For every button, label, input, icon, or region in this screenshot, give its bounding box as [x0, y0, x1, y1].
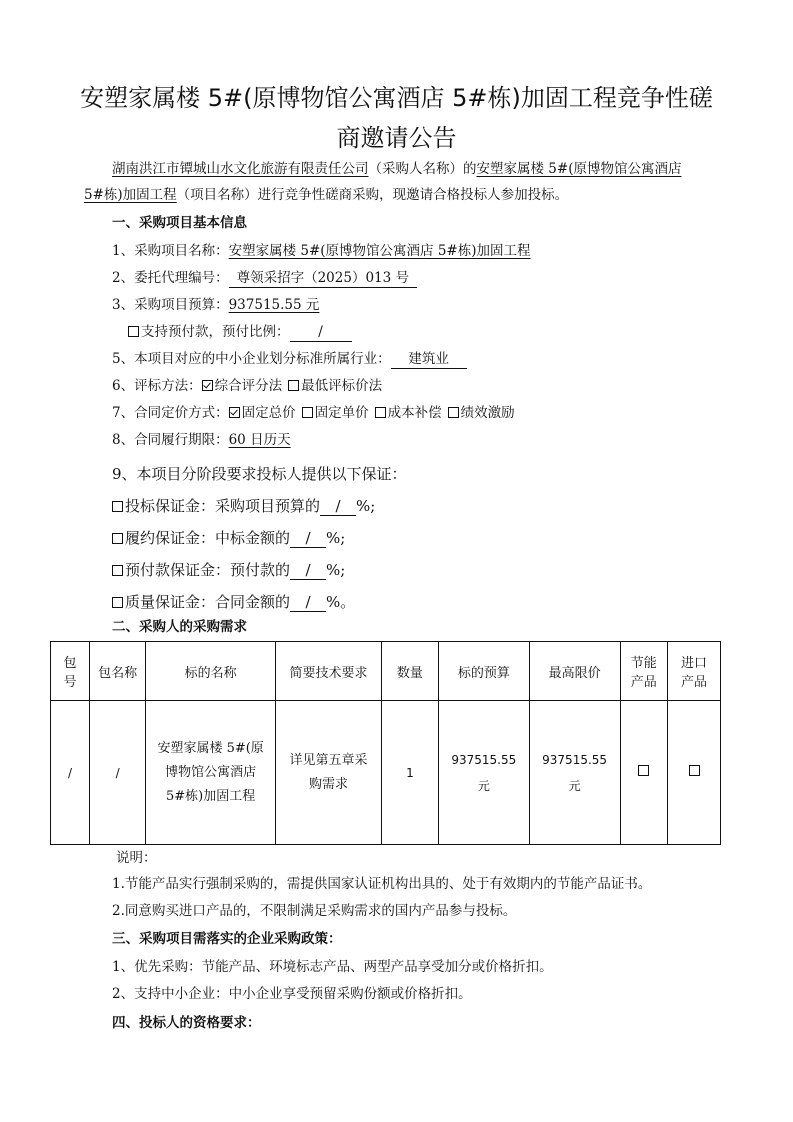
item3-line [112, 294, 319, 316]
cell-qty: 1 [381, 701, 438, 845]
header-max-price: 最高限价 [529, 642, 620, 701]
intro-line2 [84, 184, 568, 206]
item5-line [112, 348, 467, 370]
header-imported: 进口产品 [668, 642, 721, 701]
table-row [51, 701, 721, 845]
cell-tech: 详见第五章采购需求 [276, 701, 382, 845]
prepay-value: / [290, 323, 352, 342]
item3-value: 937515.55 元 [228, 297, 320, 313]
g4-label: 质量保证金：合同金额的 [125, 593, 291, 611]
g4-suffix: %。 [326, 593, 356, 611]
cell-budget: 937515.55元 [438, 701, 529, 845]
g3-suffix: %; [326, 561, 346, 579]
energy-saving-checkbox [638, 765, 649, 776]
g3-label: 预付款保证金：预付款的 [125, 561, 291, 579]
item3-label: 3、采购项目预算： [112, 297, 229, 313]
item9-line: 9、本项目分阶段要求投标人提供以下保证： [112, 465, 407, 483]
cell-pkg-no: / [51, 701, 90, 845]
item1-label: 1、采购项目名称： [112, 243, 229, 259]
checkbox-cost-compensation [375, 407, 386, 418]
cell-energy-saving [620, 701, 668, 845]
project-name-part1: 安塑家属楼 5#(原博物馆公寓酒店 [476, 161, 682, 177]
g1-suffix: %; [356, 497, 376, 515]
g2-suffix: %; [326, 529, 346, 547]
project-note: （项目名称）进行竞争性磋商采购，现邀请合格投标人参加投标。 [176, 187, 569, 203]
cell-item-name: 安塑家属楼 5#(原博物馆公寓酒店 5#栋)加固工程 [146, 701, 276, 845]
buyer-note: （采购人名称）的 [368, 161, 477, 177]
item7-label: 7、合同定价方式： [112, 405, 229, 421]
header-energy-saving: 节能产品 [620, 642, 668, 701]
item7-opt2: 固定单价 [314, 405, 369, 421]
guarantee-bid-line [112, 495, 375, 517]
item7-opt4: 绩效激励 [460, 405, 515, 421]
cell-pkg-name: / [90, 701, 146, 845]
checkbox-prepay-guarantee [112, 565, 123, 576]
notes-title: 说明： [116, 850, 157, 866]
g1-label: 投标保证金：采购项目预算的 [125, 497, 321, 515]
item2-value: 尊领采招字（2025）013 号 [229, 269, 417, 288]
imported-checkbox [689, 765, 700, 776]
header-tech: 简要技术要求 [276, 642, 382, 701]
header-budget: 标的预算 [438, 642, 529, 701]
item2-line [112, 267, 417, 289]
checkbox-bid-guarantee [112, 501, 123, 512]
intro-line1 [112, 158, 681, 180]
g4-value: / [290, 593, 326, 612]
item6-opt1: 综合评分法 [214, 378, 283, 394]
header-pkg-no: 包号 [51, 642, 90, 701]
document-title-line1: 安塑家属楼 5#(原博物馆公寓酒店 5#栋)加固工程竞争性磋 [80, 84, 713, 112]
requirements-table [50, 641, 721, 845]
guarantee-prepay-line [112, 559, 345, 581]
checkbox-fixed-total-checked [229, 407, 240, 418]
cell-max-price: 937515.55元 [529, 701, 620, 845]
note2: 2.同意购买进口产品的，不限制满足采购需求的国内产品参与投标。 [112, 903, 517, 919]
item6-opt2: 最低评标价法 [301, 378, 383, 394]
checkbox-fixed-unit [302, 407, 313, 418]
item8-label: 8、合同履行期限： [112, 432, 229, 448]
policy-item2: 2、支持中小企业：中小企业享受预留采购份额或价格折扣。 [112, 986, 472, 1002]
checkbox-lowest-price [288, 380, 299, 391]
guarantee-performance-line [112, 527, 345, 549]
item8-value: 60 日历天 [228, 432, 291, 448]
item5-value: 建筑业 [391, 350, 467, 369]
project-name-part2: 5#栋)加固工程 [84, 187, 177, 203]
checkbox-performance-guarantee [112, 533, 123, 544]
item1-value: 安塑家属楼 5#(原博物馆公寓酒店 5#栋)加固工程 [228, 243, 531, 259]
section4-heading: 四、投标人的资格要求： [112, 1015, 261, 1031]
table-header-row [51, 642, 721, 701]
g2-value: / [290, 529, 326, 548]
g3-value: / [290, 561, 326, 580]
policy-item1: 1、优先采购：节能产品、环境标志产品、两型产品享受加分或价格折扣。 [112, 959, 553, 975]
checkbox-quality-guarantee [112, 597, 123, 608]
document-title-line2: 商邀请公告 [336, 124, 457, 152]
buyer-name: 湖南洪江市镡城山水文化旅游有限责任公司 [112, 161, 369, 177]
note1: 1.节能产品实行强制采购的，需提供国家认证机构出具的、处于有效期内的节能产品证书。 [112, 876, 652, 892]
g1-value: / [320, 497, 356, 516]
section1-heading: 一、采购项目基本信息 [112, 215, 247, 231]
prepay-checkbox [128, 326, 139, 337]
checkbox-comprehensive-checked [202, 380, 213, 391]
prepay-line [128, 321, 352, 343]
section3-heading: 三、采购项目需落实的企业采购政策： [112, 931, 342, 947]
g2-label: 履约保证金：中标金额的 [125, 529, 291, 547]
cell-imported [668, 701, 721, 845]
header-item-name: 标的名称 [146, 642, 276, 701]
item6-label: 6、评标方法： [112, 378, 202, 394]
header-qty: 数量 [381, 642, 438, 701]
item1-line [112, 240, 531, 262]
item2-label: 2、委托代理编号： [112, 270, 229, 286]
header-pkg-name: 包名称 [90, 642, 146, 701]
item8-line [112, 429, 291, 451]
guarantee-quality-line [112, 591, 355, 613]
item7-opt1: 固定总价 [241, 405, 296, 421]
item6-line [112, 375, 382, 397]
section2-heading: 二、采购人的采购需求 [112, 619, 247, 635]
item7-opt3: 成本补偿 [387, 405, 442, 421]
prepay-label: 支持预付款，预付比例： [141, 324, 290, 340]
checkbox-performance-incentive [448, 407, 459, 418]
item7-line [112, 402, 515, 424]
item5-label: 5、本项目对应的中小企业划分标准所属行业： [112, 351, 391, 367]
